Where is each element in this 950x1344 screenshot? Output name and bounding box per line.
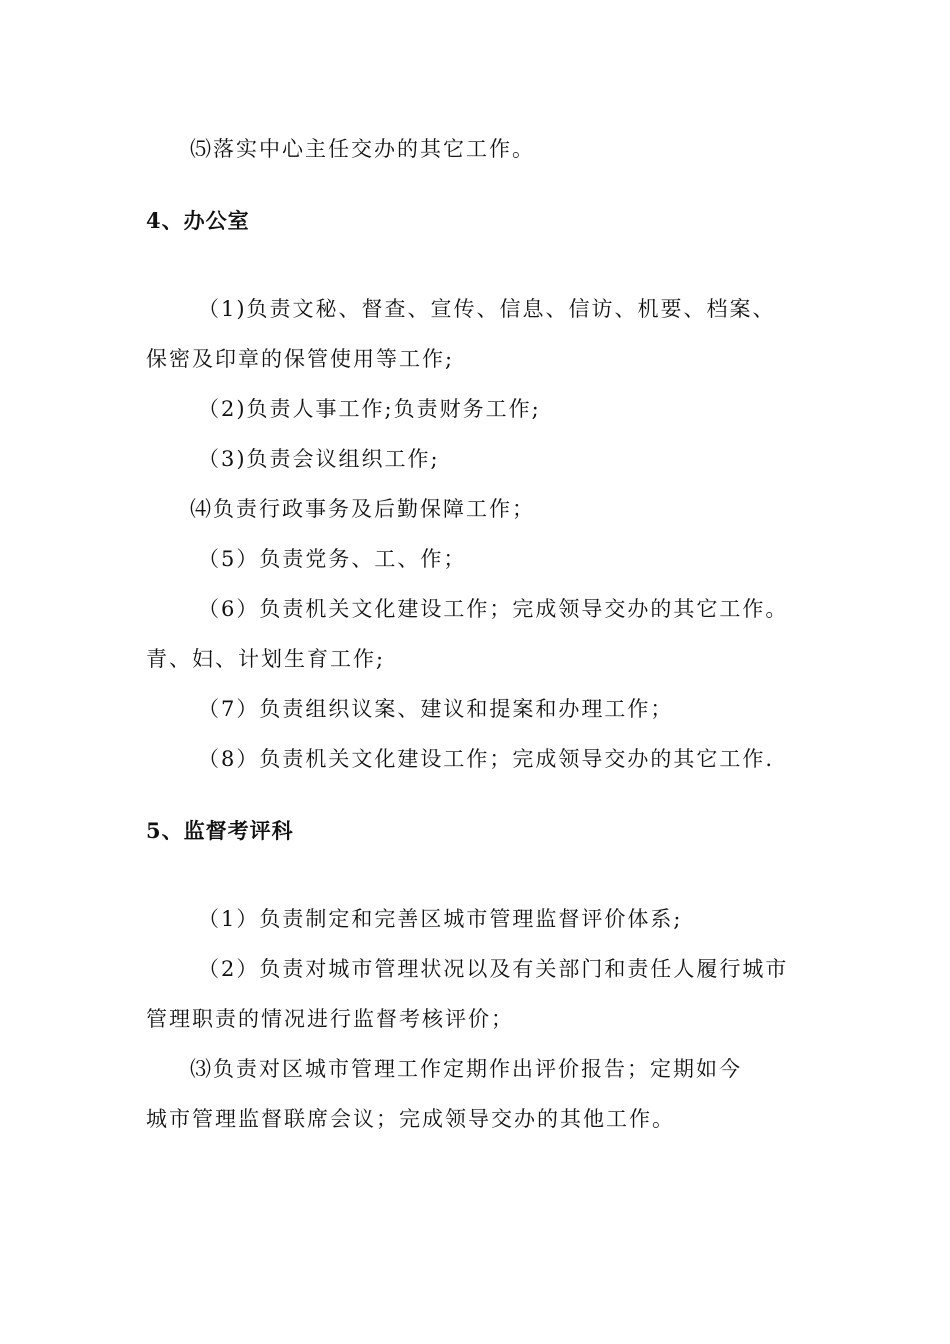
item-section3-5: ⑸落实中心主任交办的其它工作。 [190, 137, 535, 161]
section-heading-supervision: 5、监督考评科 [146, 818, 294, 843]
item-supervision-3-line1: ⑶负责对区城市管理工作定期作出评价报告；定期如今 [190, 1057, 742, 1081]
item-office-5: （5）负责党务、工、作； [198, 547, 467, 571]
item-office-2: （2)负责人事工作;负责财务工作; [198, 397, 541, 421]
item-supervision-2-line1: （2）负责对城市管理状况以及有关部门和责任人履行城市 [198, 957, 789, 981]
item-supervision-2-line2: 管理职责的情况进行监督考核评价； [146, 1007, 514, 1031]
item-office-8: （8）负责机关文化建设工作；完成领导交办的其它工作. [198, 747, 775, 771]
section-heading-office: 4、办公室 [146, 208, 250, 233]
item-office-3: （3)负责会议组织工作; [198, 447, 440, 471]
item-office-6-line2: 青、妇、计划生育工作; [146, 647, 386, 671]
item-supervision-1: （1）负责制定和完善区城市管理监督评价体系; [198, 907, 683, 931]
item-office-1-line2: 保密及印章的保管使用等工作; [146, 347, 455, 371]
item-office-7: （7）负责组织议案、建议和提案和办理工作； [198, 697, 674, 721]
item-office-4: ⑷负责行政事务及后勤保障工作； [190, 497, 535, 521]
item-office-6-line1: （6）负责机关文化建设工作；完成领导交办的其它工作。 [198, 597, 789, 621]
item-office-1-line1: （1)负责文秘、督查、宣传、信息、信访、机要、档案、 [198, 297, 776, 321]
item-supervision-3-line2: 城市管理监督联席会议；完成领导交办的其他工作。 [146, 1107, 675, 1131]
